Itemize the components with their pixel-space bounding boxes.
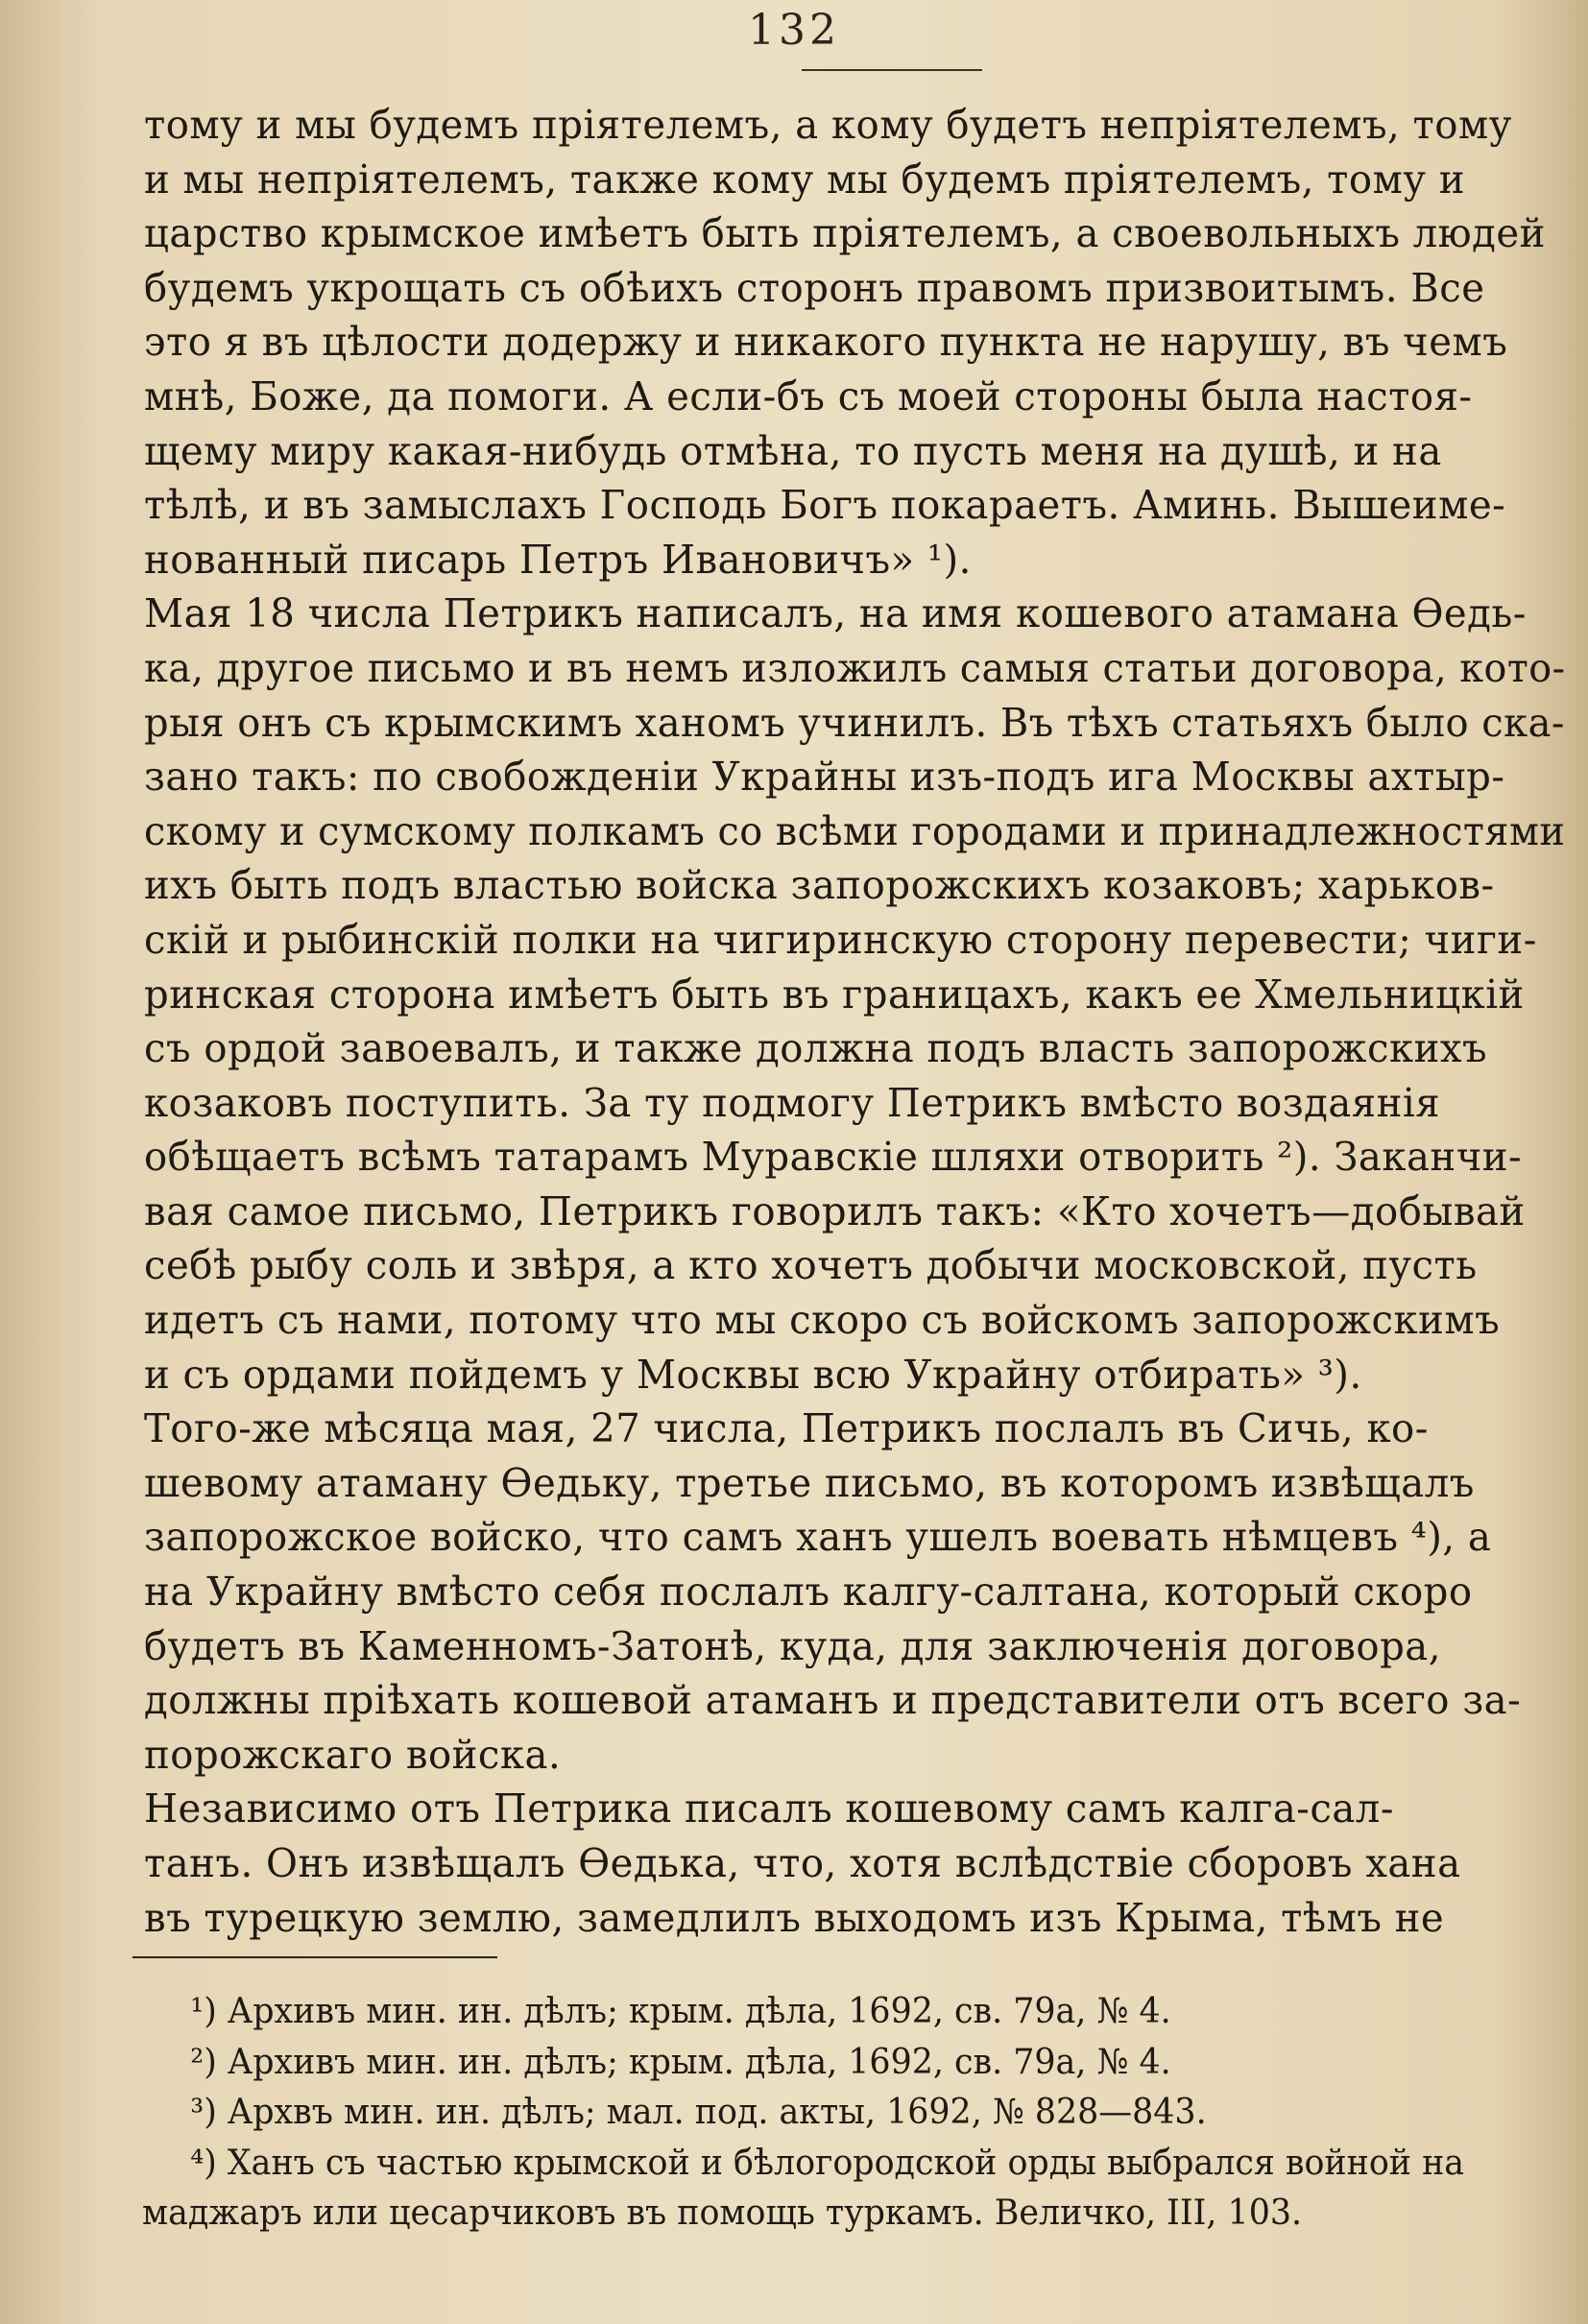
text-line: козаковъ поступить. За ту подмогу Петрикъ вмѣсто воздаянія [144,1079,1441,1126]
footnote: ³) Архвъ мин. ин. дѣлъ; мал. под. акты, 1692, № 828—843. [190,2093,1207,2132]
footnote: ⁴) Ханъ съ частью крымской и бѣлогородской орды выбрался войной на [190,2143,1465,2183]
footnote-divider [132,1956,497,1958]
text-line: и съ ордами пойдемъ у Москвы всю Украйну отбирать» ³). [144,1351,1362,1398]
footnotes [142,1987,1588,2240]
footnote: ¹) Архивъ мин. ин. дѣлъ; крым. дѣла, 1692, св. 79а, № 4. [190,1992,1171,2031]
text-line: это я въ цѣлости додержу и никакого пункта не нарушу, въ чемъ [144,319,1508,366]
text-line: должны пріѣхать кошевой атаманъ и представители отъ всего за- [144,1677,1522,1724]
text-line: нованный писарь Петръ Ивановичъ» ¹). [144,536,972,583]
text-line: танъ. Онъ извѣщалъ Ѳедька, что, хотя вслѣдствіе сборовъ хана [144,1840,1461,1886]
text-line: щему миру какая-нибудь отмѣна, то пусть меня на душѣ, и на [144,427,1442,474]
text-line: тѣлѣ, и въ замыслахъ Господь Богъ покараетъ. Аминь. Вышеиме- [144,482,1506,529]
text-line: Мая 18 числа Петрикъ написалъ, на имя кошевого атамана Ѳедь- [144,590,1527,637]
text-line: скому и сумскому полкамъ со всѣми городами и принадлежностями [144,807,1566,854]
text-line: въ турецкую землю, замедлилъ выходомъ изъ Крыма, тѣмъ не [144,1894,1445,1941]
text-line: Независимо отъ Петрика писалъ кошевому самъ калга-сал- [144,1785,1394,1833]
text-line: будетъ въ Каменномъ-Затонѣ, куда, для заключенія договора, [144,1622,1442,1669]
header-rule [802,69,982,71]
text-line: вая самое письмо, Петрикъ говорилъ такъ: «Кто хочетъ—добывай [144,1187,1526,1234]
text-line: Того-же мѣсяца мая, 27 числа, Петрикъ послалъ въ Сичь, ко- [144,1405,1429,1452]
text-line: и мы непріятелемъ, также кому мы будемъ пріятелемъ, тому и [144,156,1466,203]
text-line: шевому атаману Ѳедьку, третье письмо, въ которомъ извѣщалъ [144,1459,1475,1506]
footnote: маджаръ или цесарчиковъ въ помощь туркамъ. Величко, III, 103. [142,2193,1303,2233]
text-line: на Украйну вмѣсто себя послалъ калгу-салтана, который скоро [144,1569,1473,1616]
text-line: будемъ укрощать съ обѣихъ сторонъ правомъ призвоитымъ. Все [144,264,1485,311]
text-line: зано такъ: по свобожденіи Украйны изъ-подъ ига Москвы ахтыр- [144,754,1505,801]
page-number: 132 [748,6,840,55]
text-line: тому и мы будемъ пріятелемъ, а кому будетъ непріятелемъ, тому [144,102,1512,148]
text-line: ка, другое письмо и въ немъ изложилъ самыя статьи договора, кото- [144,644,1566,691]
text-line: порожскаго войска. [144,1731,562,1778]
body-text [144,98,1588,1945]
text-line: ихъ быть подъ властью войска запорожскихъ козаковъ; харьков- [144,862,1495,909]
text-line: обѣщаетъ всѣмъ татарамъ Муравскіе шляхи отворить ²). Заканчи- [144,1134,1523,1181]
text-line: ринская сторона имѣетъ быть въ границахъ, какъ ее Хмельницкій [144,970,1525,1018]
text-line: мнѣ, Боже, да помоги. А если-бъ съ моей стороны была настоя- [144,372,1473,419]
text-line: себѣ рыбу соль и звѣря, а кто хочетъ добычи московской, пусть [144,1242,1478,1289]
text-line: идетъ съ нами, потому что мы скоро съ войскомъ запорожскимъ [144,1297,1501,1344]
footnote: ²) Архивъ мин. ин. дѣлъ; крым. дѣла, 1692, св. 79а, № 4. [190,2042,1171,2082]
text-line: запорожское войско, что самъ ханъ ушелъ воевать нѣмцевъ ⁴), а [144,1514,1492,1561]
text-line: рыя онъ съ крымскимъ ханомъ учинилъ. Въ тѣхъ статьяхъ было ска- [144,699,1565,746]
text-line: царство крымское имѣетъ быть пріятелемъ, а своевольныхъ людей [144,210,1546,257]
text-line: скій и рыбинскій полки на чигиринскую сторону перевести; чиги- [144,916,1537,963]
text-line: съ ордой завоевалъ, и также должна подъ власть запорожскихъ [144,1025,1488,1072]
